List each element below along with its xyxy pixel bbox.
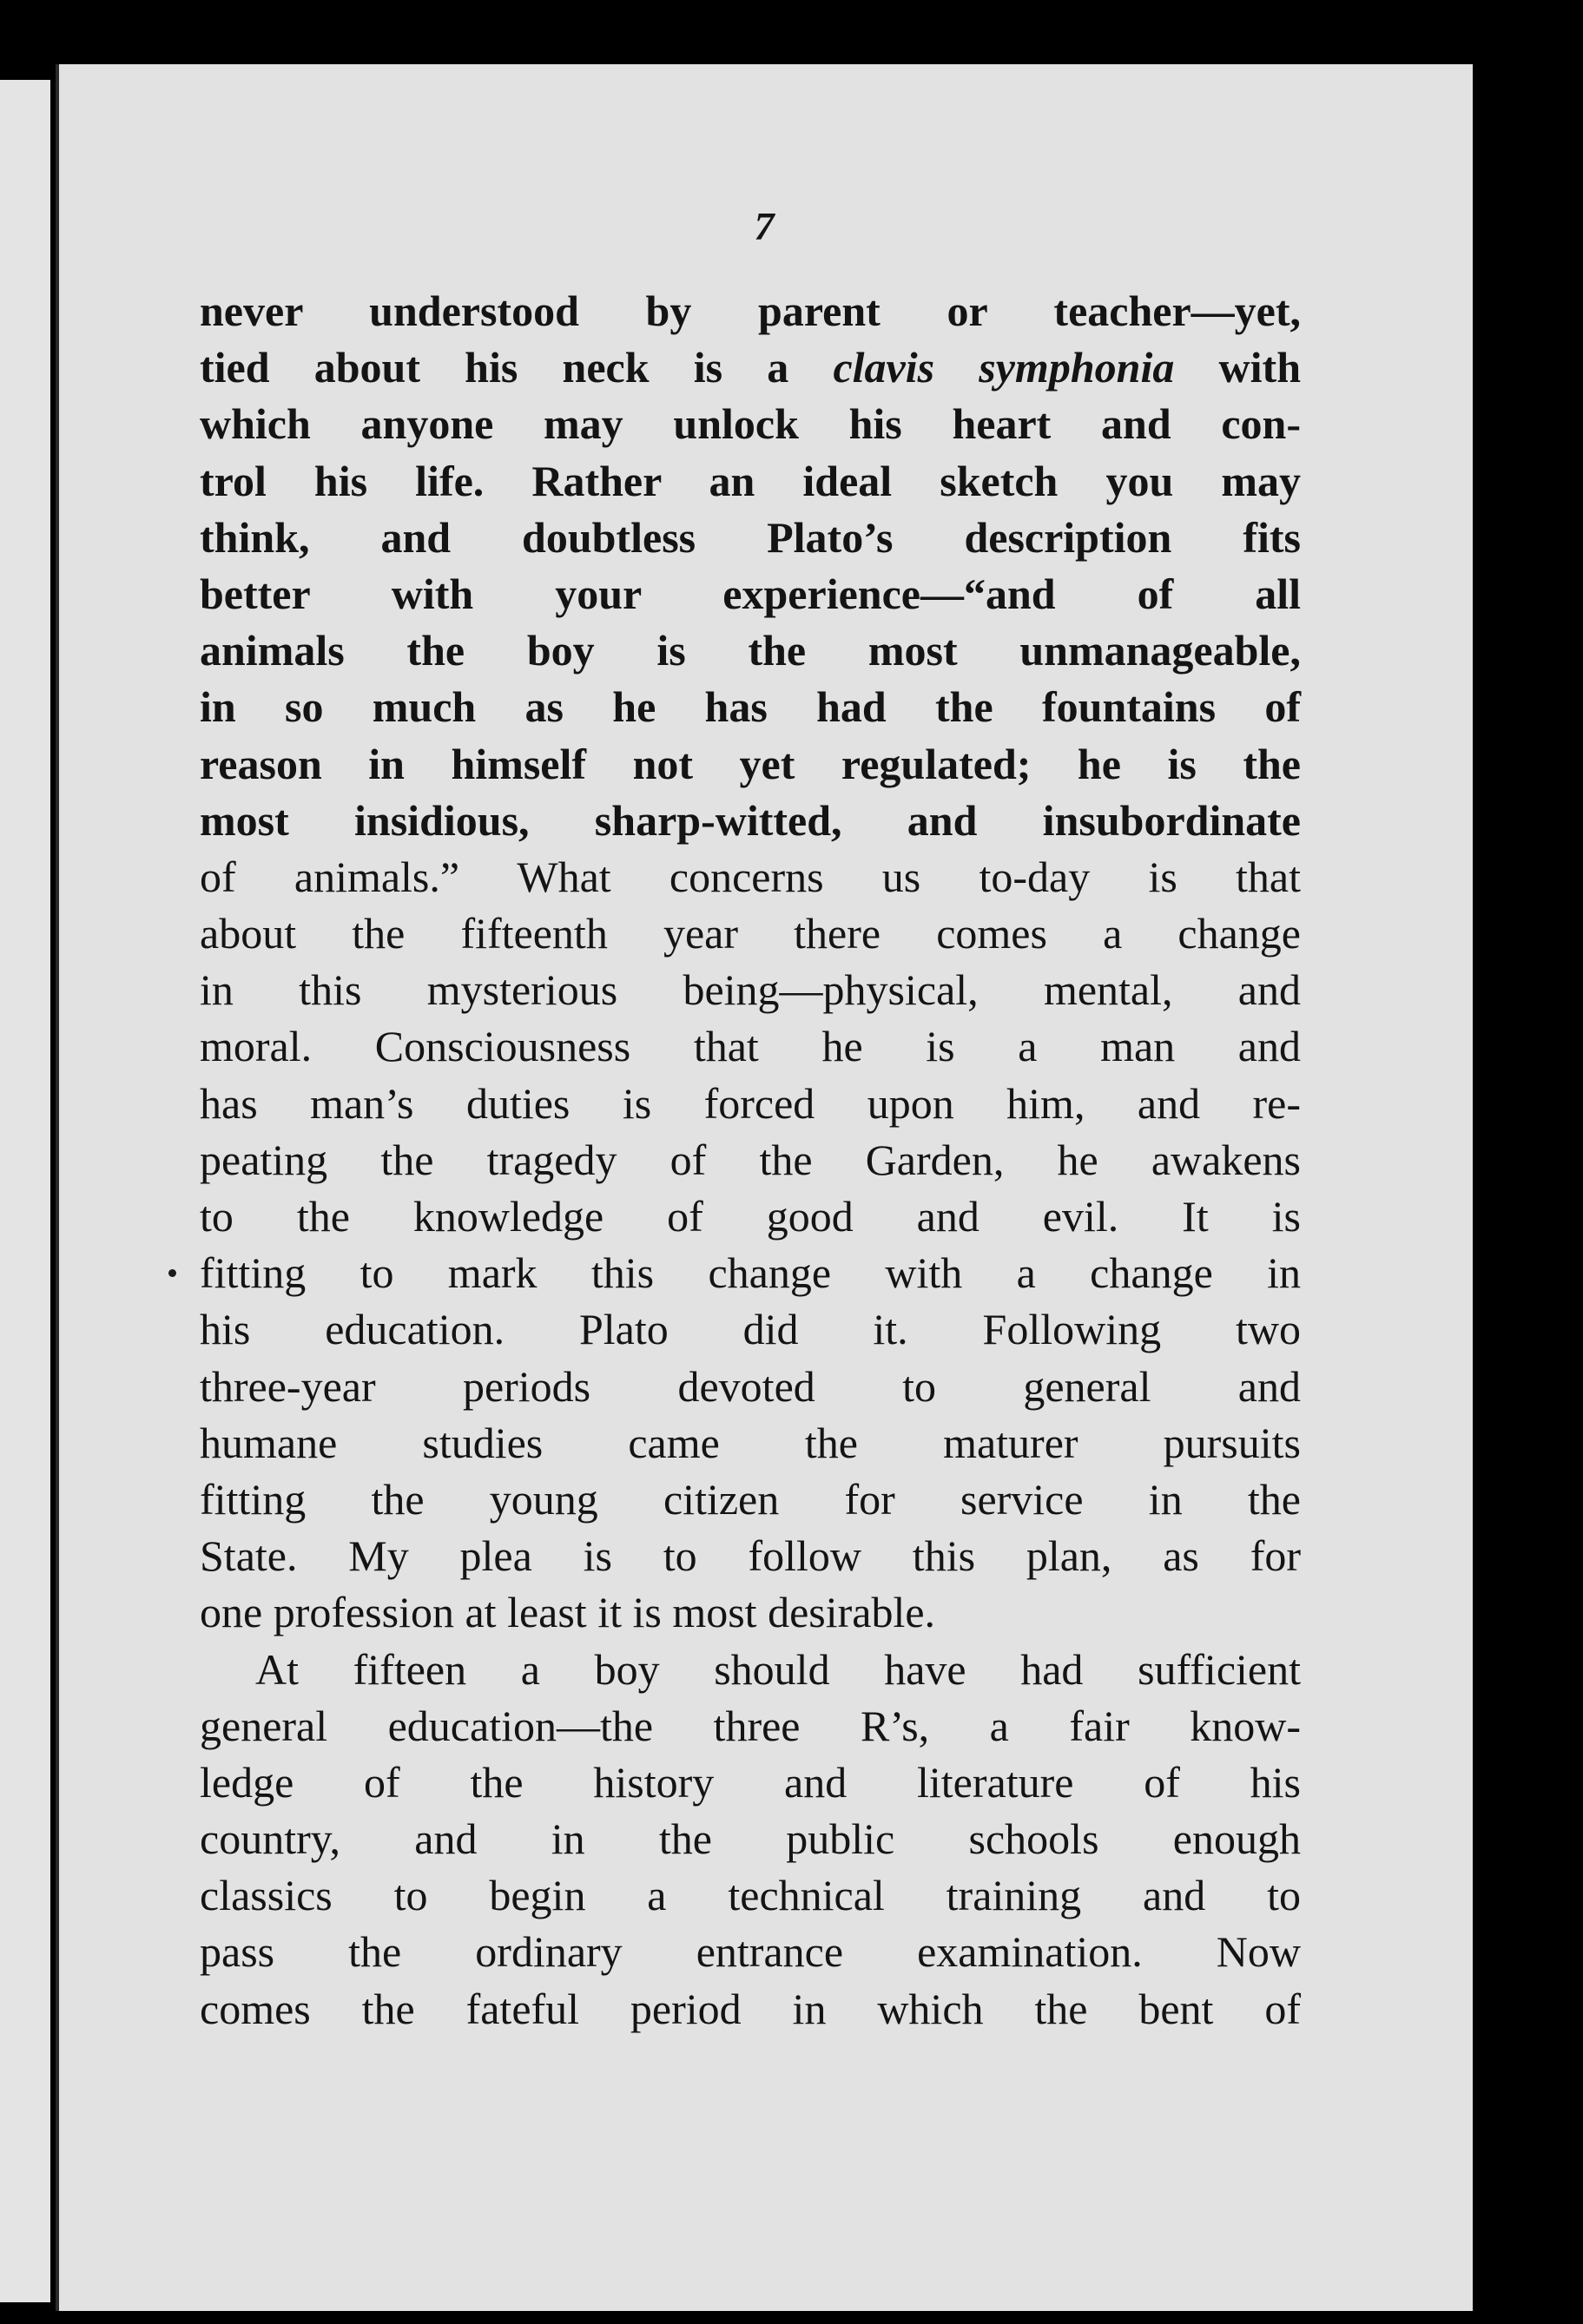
page-binding-edge — [56, 64, 59, 2311]
text-line: in so much as he has had the fountains of — [200, 682, 1301, 732]
text-line: has man’s duties is forced upon him, and re- — [200, 1078, 1301, 1128]
text-line: comes the fateful period in which the bent of — [200, 1984, 1301, 2033]
page-number: 7 — [754, 204, 775, 248]
text-line: better with your experience—“and of all — [200, 569, 1301, 618]
italic-phrase: clavis symphonia — [833, 343, 1175, 392]
text-line: peating the tragedy of the Garden, he awakens — [200, 1135, 1301, 1184]
ink-speck — [168, 1269, 176, 1277]
text-line: about the fifteenth year there comes a change — [200, 909, 1301, 958]
text-segment: with — [1218, 343, 1302, 392]
body-text — [200, 283, 1301, 2038]
text-line: ledge of the history and literature of his — [200, 1757, 1301, 1807]
text-line: State. My plea is to follow this plan, as for — [200, 1531, 1301, 1581]
text-line: moral. Consciousness that he is a man and — [200, 1022, 1301, 1071]
facing-page-edge — [0, 80, 50, 2302]
text-line: animals the boy is the most unmanageable, — [200, 626, 1301, 675]
text-line: fitting to mark this change with a change in — [200, 1248, 1301, 1298]
text-line: general education—the three R’s, a fair know- — [200, 1701, 1301, 1750]
text-line: classics to begin a technical training and to — [200, 1871, 1301, 1920]
text-line: never understood by parent or teacher—yet, — [200, 286, 1301, 335]
text-line: which anyone may unlock his heart and con- — [200, 399, 1301, 449]
text-line-with-italic — [200, 339, 1301, 396]
book-page — [56, 64, 1473, 2311]
text-line: reason in himself not yet regulated; he is the — [200, 739, 1301, 788]
text-line: At fifteen a boy should have had sufficient — [255, 1644, 1301, 1694]
text-line: in this mysterious being—physical, mental, and — [200, 965, 1301, 1015]
text-line: pass the ordinary entrance examination. Now — [200, 1927, 1301, 1977]
text-line: think, and doubtless Plato’s description fits — [200, 512, 1301, 562]
text-line: fitting the young citizen for service in the — [200, 1474, 1301, 1524]
text-line: to the knowledge of good and evil. It is — [200, 1192, 1301, 1241]
text-line: most insidious, sharp-witted, and insubordinate — [200, 795, 1301, 845]
text-line: humane studies came the maturer pursuits — [200, 1418, 1301, 1467]
text-line: of animals.” What concerns us to-day is that — [200, 852, 1301, 901]
text-line: country, and in the public schools enough — [200, 1814, 1301, 1864]
text-segment: tied about his neck is a — [200, 343, 789, 392]
text-line: one profession at least it is most desirable. — [200, 1588, 936, 1637]
text-line: trol his life. Rather an ideal sketch you may — [200, 456, 1301, 505]
text-line: three-year periods devoted to general and — [200, 1361, 1301, 1411]
text-line: his education. Plato did it. Following two — [200, 1305, 1301, 1354]
